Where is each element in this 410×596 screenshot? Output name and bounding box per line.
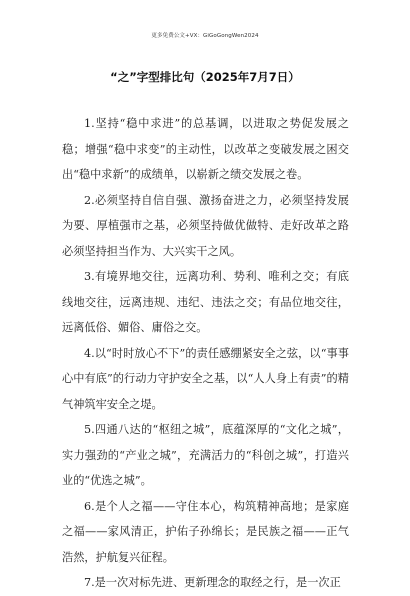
- paragraph-6: 6.是个人之福——守住本心，构筑精神高地；是家庭之福——家风清正，护佑子孙绵长；是民族之福——正气浩然，护航复兴征程。: [62, 499, 349, 564]
- paragraph-7: 7.是一次对标先进、更新理念的取经之行，是一次正: [84, 576, 341, 589]
- paragraph-3: 3.有境界地交往，远离功利、势利、唯利之交；有底线地交往，远离违规、违纪、违法之交；有品位地交往，远离低俗、媚俗、庸俗之交。: [62, 270, 349, 334]
- paragraph-1: 1.坚持“稳中求进”的总基调，以进取之势促发展之稳；增强“稳中求变”的主动性，以改革之变破发展之困交出“稳中求新”的成绩单，以崭新之绩交发展之卷。: [62, 117, 349, 181]
- paragraph-5: 5.四通八达的“枢纽之城”，底蕴深厚的“文化之城”，实力强劲的“产业之城”，充满活力的“科创之城”，打造兴业的“优选之城”。: [62, 423, 349, 487]
- document-body: [62, 111, 349, 596]
- header-note: 更多免费公文+VX：GiGoGongWen2024: [151, 33, 259, 39]
- paragraph-2: 2.必须坚持自信自强、激扬奋进之力，必须坚持发展为要、厚植强市之基，必须坚持做优做特、走好改革之路必须坚持担当作为、大兴实干之风。: [62, 193, 349, 258]
- page-title: “之”字型排比句（2025年7月7日）: [110, 70, 300, 84]
- paragraph-4: 4.以“时时放心不下”的责任感绷紧安全之弦，以“事事心中有底”的行动力守护安全之基，以“人人身上有责”的精气神筑牢安全之堤。: [62, 346, 349, 411]
